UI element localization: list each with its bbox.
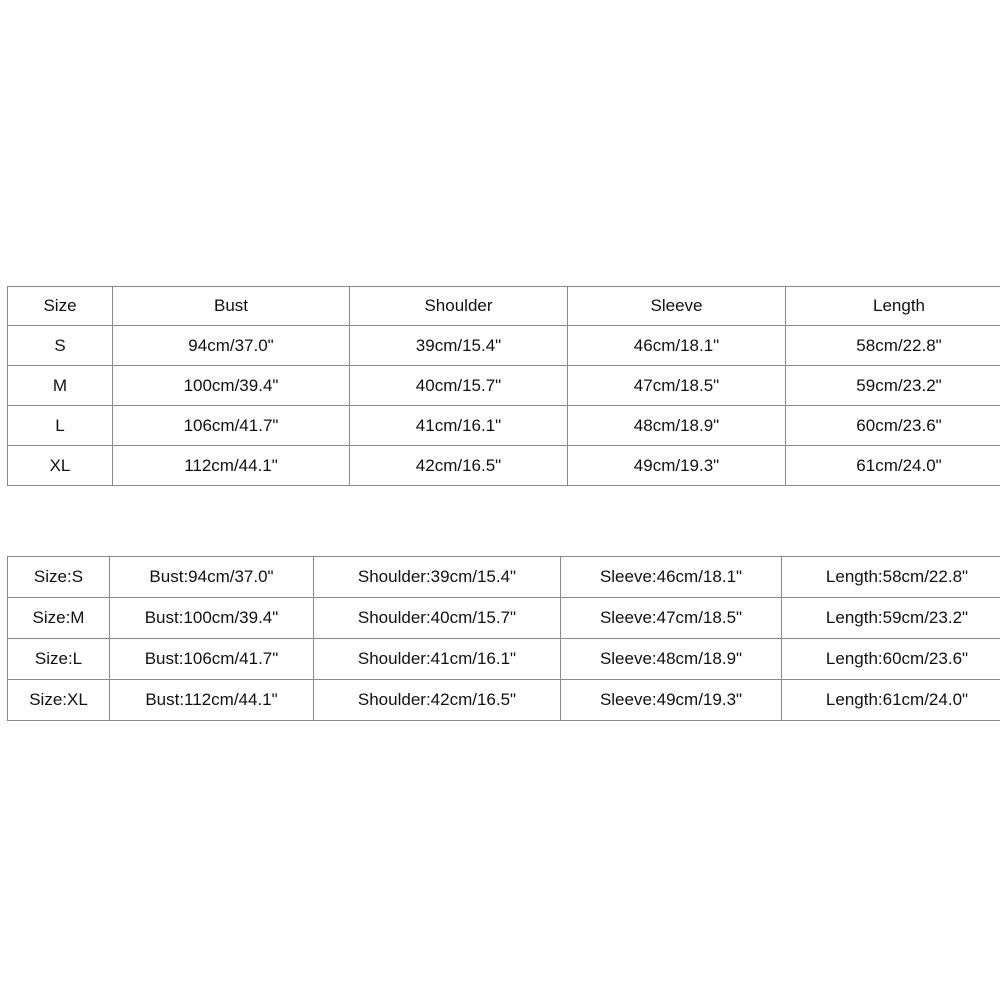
bust-cell: 106cm/41.7" (113, 406, 350, 446)
bust-cell: Bust:112cm/44.1" (110, 680, 314, 721)
size-cell: S (8, 326, 113, 366)
table-row (8, 557, 1000, 598)
table-row (8, 598, 1000, 639)
length-cell: 61cm/24.0" (786, 446, 1000, 486)
size-cell: Size:S (8, 557, 110, 598)
table-row (8, 366, 1000, 406)
table-row (8, 406, 1000, 446)
size-cell: Size:L (8, 639, 110, 680)
size-cell: M (8, 366, 113, 406)
table-row (8, 680, 1000, 721)
sleeve-cell: 46cm/18.1" (568, 326, 786, 366)
length-cell: 58cm/22.8" (786, 326, 1000, 366)
shoulder-cell: 42cm/16.5" (350, 446, 568, 486)
size-chart-table (7, 286, 1000, 486)
shoulder-cell: Shoulder:39cm/15.4" (314, 557, 561, 598)
sleeve-cell: Sleeve:47cm/18.5" (561, 598, 782, 639)
sleeve-cell: Sleeve:49cm/19.3" (561, 680, 782, 721)
shoulder-cell: 40cm/15.7" (350, 366, 568, 406)
header-cell: Sleeve (568, 287, 786, 326)
size-cell: Size:XL (8, 680, 110, 721)
bust-cell: Bust:94cm/37.0" (110, 557, 314, 598)
sleeve-cell: 48cm/18.9" (568, 406, 786, 446)
bust-cell: 100cm/39.4" (113, 366, 350, 406)
length-cell: 60cm/23.6" (786, 406, 1000, 446)
shoulder-cell: 39cm/15.4" (350, 326, 568, 366)
table-row (8, 639, 1000, 680)
sleeve-cell: Sleeve:46cm/18.1" (561, 557, 782, 598)
size-cell: XL (8, 446, 113, 486)
size-cell: Size:M (8, 598, 110, 639)
shoulder-cell: Shoulder:41cm/16.1" (314, 639, 561, 680)
sleeve-cell: 49cm/19.3" (568, 446, 786, 486)
length-cell: Length:61cm/24.0" (782, 680, 1000, 721)
bust-cell: 112cm/44.1" (113, 446, 350, 486)
table-row (8, 326, 1000, 366)
header-cell: Shoulder (350, 287, 568, 326)
sleeve-cell: 47cm/18.5" (568, 366, 786, 406)
length-cell: Length:58cm/22.8" (782, 557, 1000, 598)
length-cell: 59cm/23.2" (786, 366, 1000, 406)
header-cell: Bust (113, 287, 350, 326)
table-row (8, 446, 1000, 486)
table-header-row (8, 287, 1000, 326)
header-cell: Size (8, 287, 113, 326)
size-chart-labeled-table (7, 556, 1000, 721)
shoulder-cell: Shoulder:42cm/16.5" (314, 680, 561, 721)
sleeve-cell: Sleeve:48cm/18.9" (561, 639, 782, 680)
length-cell: Length:60cm/23.6" (782, 639, 1000, 680)
bust-cell: Bust:106cm/41.7" (110, 639, 314, 680)
shoulder-cell: 41cm/16.1" (350, 406, 568, 446)
bust-cell: Bust:100cm/39.4" (110, 598, 314, 639)
size-cell: L (8, 406, 113, 446)
length-cell: Length:59cm/23.2" (782, 598, 1000, 639)
header-cell: Length (786, 287, 1000, 326)
shoulder-cell: Shoulder:40cm/15.7" (314, 598, 561, 639)
bust-cell: 94cm/37.0" (113, 326, 350, 366)
